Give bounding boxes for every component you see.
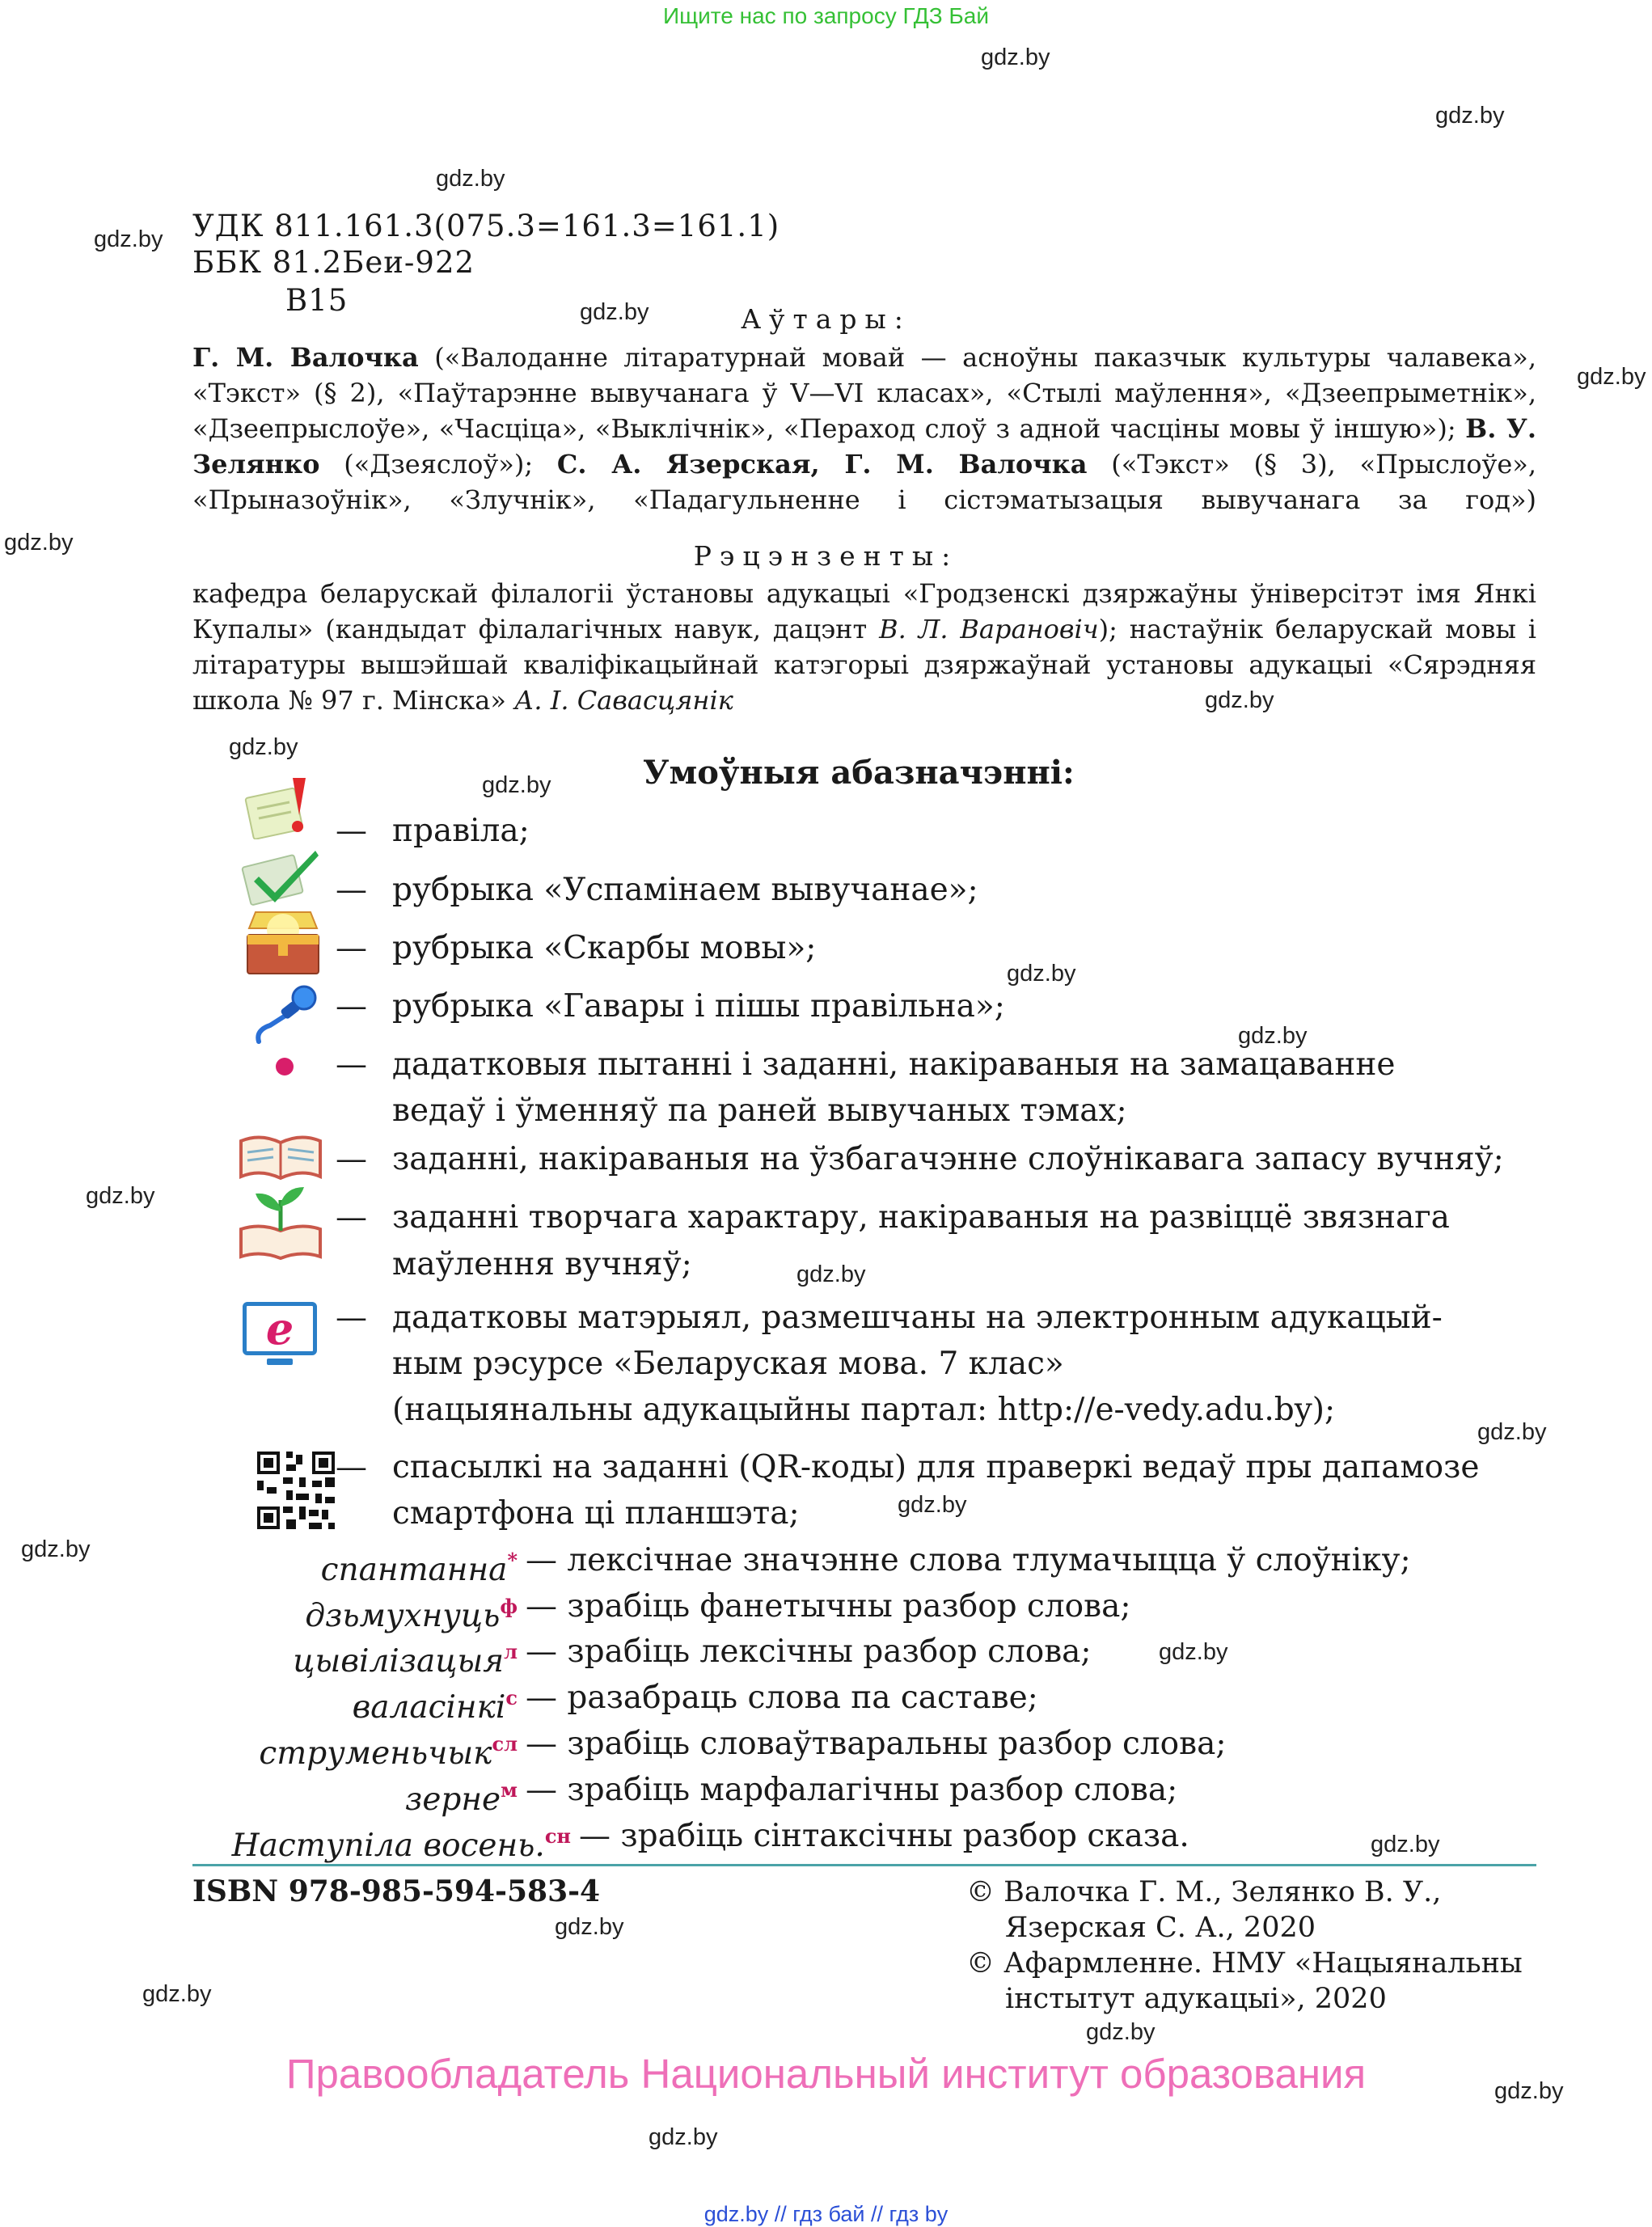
- legend-item-extra: [336, 1042, 1396, 1088]
- watermark: gdz.by: [898, 1492, 967, 1518]
- reviewer-name: А. І. Савасцянік: [514, 685, 733, 716]
- divider: [192, 1864, 1536, 1866]
- watermark: gdz.by: [482, 772, 551, 798]
- legend-dash: —: [336, 1199, 367, 1236]
- example-word: Наступіла восень.$^{сн}$: [231, 1824, 571, 1864]
- legend-dash: —: [336, 988, 367, 1025]
- legend-text: рубрыка «Успамінаем вывучанае»;: [392, 872, 978, 908]
- author-name: Г. М. Валочка: [192, 342, 419, 373]
- example-desc: — лексічнае значэнне слова тлумачыцца ў слоўніку;: [526, 1542, 1411, 1578]
- legend-dash: —: [336, 1449, 367, 1485]
- example-desc: — зрабіць марфалагічны разбор слова;: [526, 1772, 1178, 1808]
- watermark: gdz.by: [1086, 2019, 1156, 2045]
- legend-item-eresource-cont: [336, 1388, 1335, 1433]
- example-word: валасінкі$^с$: [352, 1686, 518, 1726]
- e-resource-icon: [243, 1302, 320, 1371]
- legend-text: спасылкі на заданні (QR-коды) для праверкі ведаў пры дапамозе: [392, 1449, 1480, 1485]
- example-word: дзьмухнуць$^ф$: [305, 1595, 518, 1634]
- legend-text: смартфона ці планшэта;: [392, 1495, 800, 1532]
- copyright-design-cont: інстытут адукацыі», 2020: [1005, 1983, 1387, 2015]
- legend-dash: —: [336, 1141, 367, 1177]
- legend-item-qr-cont: [336, 1491, 800, 1536]
- watermark: gdz.by: [229, 734, 298, 760]
- legend-text: рубрыка «Гавары і пішы правільна»;: [392, 988, 1005, 1025]
- watermark: gdz.by: [436, 166, 505, 192]
- watermark: gdz.by: [86, 1183, 155, 1209]
- legend-text: дадатковы матэрыял, размешчаны на электронным адукацый-: [392, 1299, 1443, 1336]
- watermark: gdz.by: [1477, 1419, 1547, 1445]
- watermark: gdz.by: [649, 2124, 718, 2150]
- legend-dash: —: [336, 930, 367, 966]
- rules-icon: [243, 775, 322, 839]
- example-desc: — зрабіць словаўтваральны разбор слова;: [526, 1726, 1227, 1762]
- isbn: ISBN 978-985-594-583-4: [192, 1874, 601, 1908]
- watermark: gdz.by: [1159, 1639, 1228, 1665]
- open-book-icon: [236, 1130, 325, 1186]
- legend-dash: —: [336, 1299, 367, 1336]
- example-desc: — разабраць слова па саставе;: [526, 1680, 1038, 1716]
- example-word: зерне$^м$: [405, 1778, 518, 1818]
- authors-paragraph: [192, 340, 1536, 518]
- bullet-dot-icon: [275, 1057, 294, 1076]
- watermark: gdz.by: [981, 44, 1050, 70]
- checkmark-icon: [241, 844, 322, 906]
- example-word: струменьчык$^{сл}$: [259, 1732, 518, 1772]
- example-desc: — зрабіць лексічны разбор слова;: [526, 1633, 1092, 1670]
- reviewer-name: В. Л. Варановіч: [879, 614, 1099, 644]
- legend-item-remember: [336, 868, 978, 913]
- legend-text: ведаў і ўменняў па раней вывучаных тэмах;: [392, 1092, 1127, 1129]
- watermark: gdz.by: [142, 1981, 212, 2007]
- reviewer-text: ); настаўнік беларускай мовы і літаратуры вышэйшай кваліфікацыйнай катэгорыі дзяржаўнай установы адукацыі «Сярэдняя школа № 97 г. Мінска»: [192, 614, 1537, 716]
- author-works: («Дзеяслоў»);: [319, 449, 557, 480]
- legend-item-eresource: [336, 1295, 1443, 1341]
- legend-item-qr: [336, 1445, 1480, 1490]
- bbk-code: ББК 81.2Беи-922: [192, 245, 475, 280]
- e-letter: e: [265, 1303, 294, 1354]
- reviewers-paragraph: [192, 576, 1536, 718]
- author-name: В. У. Зелянко: [192, 413, 1537, 480]
- legend-item-rules: [336, 809, 530, 854]
- watermark: gdz.by: [1238, 1023, 1308, 1049]
- legend-text: заданні творчага характару, накіраваныя на развіццё звязнага: [392, 1199, 1450, 1236]
- copyright-design: © Афармленне. НМУ «Нацыянальны: [966, 1947, 1523, 1980]
- legend-title: Умоўныя абазначэнні:: [643, 754, 1075, 792]
- rights-holder: Правообладатель Национальный институт образования: [285, 2051, 1367, 2097]
- legend-dash: —: [336, 813, 367, 849]
- legend-text: рубрыка «Скарбы мовы»;: [392, 930, 817, 966]
- watermark: gdz.by: [796, 1261, 866, 1287]
- copyright-authors: © Валочка Г. М., Зелянко В. У.,: [966, 1876, 1442, 1908]
- watermark: gdz.by: [1577, 364, 1646, 390]
- legend-item-vocab: [336, 1137, 1504, 1182]
- author-works: («Валоданне літаратурнай мовай — асноўны паказчык культуры чалавека», «Тэкст» (§ 2), «Паўтарэнне вывучанага ў V—VI класах», «Стылі маўлення», «Дзеепрыметнік», «Дзеепрыслоўе», «Часціца», «Выклічнік», «Пераход слоў з адной часціны мовы ў іншую»);: [192, 342, 1537, 444]
- example-desc: — зрабіць сінтаксічны разбор сказа.: [579, 1818, 1189, 1854]
- index-code: В15: [285, 283, 349, 318]
- qr-code-icon: [257, 1452, 335, 1529]
- legend-dash: —: [336, 872, 367, 908]
- watermark: gdz.by: [1007, 961, 1076, 987]
- watermark: gdz.by: [580, 299, 649, 325]
- watermark: gdz.by: [1494, 2078, 1564, 2104]
- author-works: («Тэкст» (§ 3), «Прыслоўе», «Прыназоўнік», «Злучнік», «Падагульненне і сістэматызацыя вывучанага за год»): [192, 449, 1536, 515]
- watermark: gdz.by: [4, 530, 74, 556]
- watermark: gdz.by: [555, 1914, 624, 1940]
- legend-text: маўлення вучняў;: [392, 1246, 692, 1283]
- legend-text: дадатковыя пытанні і заданні, накіраваныя на замацаванне: [392, 1046, 1396, 1083]
- legend-item-creative-cont: [336, 1242, 692, 1287]
- reviewers-heading: Рэцэнзенты:: [693, 540, 959, 572]
- legend-text: (нацыянальны адукацыйны партал: http://e-vedy.adu.by);: [392, 1392, 1336, 1428]
- copyright-authors-cont: Язерская С. А., 2020: [1005, 1912, 1316, 1944]
- legend-item-speak: [336, 984, 1005, 1029]
- top-banner[interactable]: Ищите нас по запросу ГДЗ Бай: [662, 3, 990, 28]
- udk-code: УДК 811.161.3(075.3=161.3=161.1): [192, 209, 780, 243]
- legend-dash: —: [336, 1046, 367, 1083]
- watermark: gdz.by: [1435, 103, 1505, 129]
- watermark: gdz.by: [1205, 687, 1274, 713]
- example-desc: — зрабіць фанетычны разбор слова;: [526, 1588, 1131, 1625]
- example-word: спантанна*: [320, 1549, 518, 1588]
- watermark: gdz.by: [94, 226, 163, 252]
- watermark: gdz.by: [21, 1536, 91, 1562]
- bottom-links[interactable]: gdz.by // гдз бай // гдз by: [703, 2202, 949, 2226]
- treasure-chest-icon: [241, 907, 325, 980]
- legend-text: ным рэсурсе «Беларуская мова. 7 клас»: [392, 1346, 1064, 1382]
- reviewer-text: кафедра беларускай філалогіі ўстановы адукацыі «Гродзенскі дзяржаўны ўніверсітэт імя Янкі Купалы» (кандыдат філалагічных навук, дацэнт: [192, 578, 1536, 644]
- example-word: цывілізацыя$^л$: [293, 1640, 518, 1680]
- microphone-icon: [251, 985, 323, 1050]
- legend-item-treasures: [336, 926, 816, 971]
- author-name: С. А. Язерская, Г. М. Валочка: [556, 449, 1088, 480]
- legend-item-extra-cont: [336, 1088, 1127, 1134]
- sprout-book-icon: [236, 1184, 325, 1265]
- authors-heading: Аўтары:: [741, 303, 911, 335]
- legend-text: заданні, накіраваныя на ўзбагачэнне слоўнікавага запасу вучняў;: [392, 1141, 1504, 1177]
- legend-item-creative: [336, 1195, 1450, 1240]
- legend-text: правіла;: [392, 813, 530, 849]
- watermark: gdz.by: [1371, 1832, 1440, 1857]
- legend-item-eresource-cont: [336, 1342, 1064, 1387]
